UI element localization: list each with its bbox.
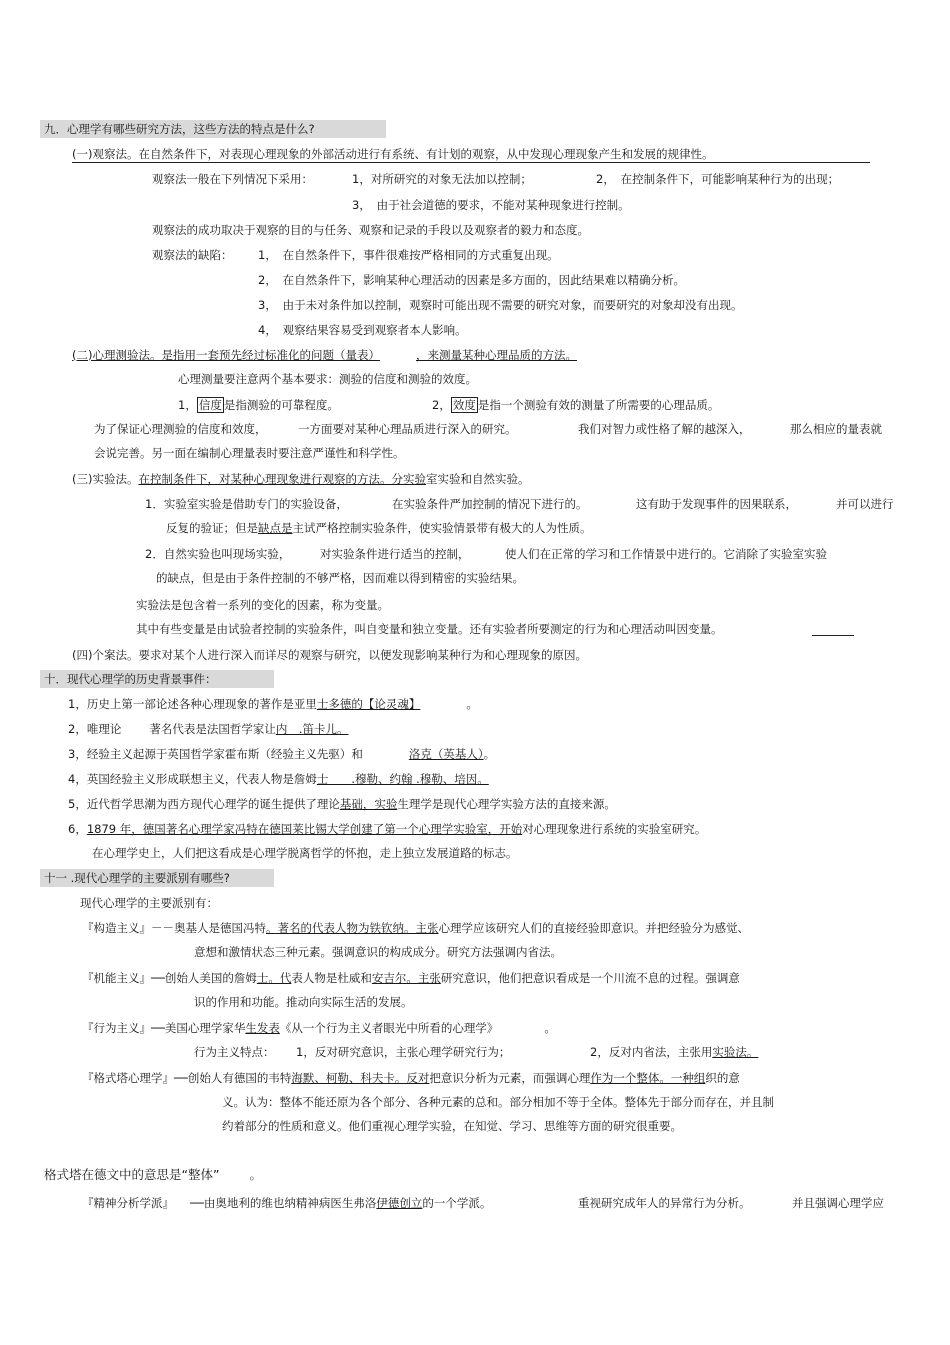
variable-def-2: 其中有些变量是由试验者控制的实验条件，叫自变量和独立变量。还有实验者所要测定的行为和心理活动叫因变量。 [136, 622, 723, 636]
reliability-text: 是指测验的可靠程度。 [223, 398, 339, 412]
observation-success: 观察法的成功取决于观察的目的与任务、观察和记录的手段以及观察者的毅力和态度。 [152, 223, 589, 237]
beh-p2-a: 2，反对内省法，主张用 [590, 1045, 713, 1059]
lab2-c: 主试严格控制实验条件，使实验情景带有极大的人为性质。 [292, 521, 592, 535]
observation-definition: (一)观察法。在自然条件下，对表现心理现象的外部活动进行有系统、有计划的观察，从中发现心理现象产生和发展的规律性。 [72, 146, 870, 163]
struct-c: 。主张 [404, 921, 439, 935]
history-item-4 [68, 771, 489, 787]
validity-num: 2， [432, 398, 451, 412]
section-11-heading: 十一 .现代心理学的主要派别有哪些? [40, 869, 274, 887]
behaviorism-feature-1: 1，反对研究意识，主张心理学研究行为； [296, 1045, 511, 1059]
functionalism-line2: 识的作用和功能。推动向实际生活的发展。 [194, 995, 413, 1009]
case-method: (四)个案法。要求对某个人进行深入而详尽的观察与研究，以便发现影响某种行为和心理现象的原因。 [72, 648, 587, 662]
h1-c: 。 [466, 697, 478, 711]
behaviorism [82, 1020, 556, 1036]
lab-exp-line2 [166, 520, 592, 536]
struct-d: 心理学应该研究人们的直接经验即意识。并把经验分为感觉、 [438, 921, 749, 935]
beh-d: 。 [544, 1021, 556, 1035]
functionalism [82, 970, 740, 986]
h6-2: 在心理学史上，人们把这看成是心理学脱离哲学的怀抱，走上独立发展道路的标志。 [92, 846, 518, 860]
beh-b: 生发表 [245, 1021, 280, 1035]
observation-flaw-lead: 观察法的缺陷： [152, 248, 233, 262]
psychoanalysis [82, 1195, 491, 1211]
experiment-def-c: 室实验和自然实验。 [425, 472, 530, 486]
lab2-a: 反复的验证；但是 [166, 521, 258, 535]
h4-b: 士 .穆勒、约翰 .穆勒、培因。 [316, 772, 489, 786]
h2-c: 内 .笛卡儿。 [275, 722, 349, 736]
psy-b: ──由奥地利的维也纳精神病医生弗洛 [190, 1196, 377, 1210]
nat-exp-line2: 的缺点，但是由于条件控制的不够严格，因而难以得到精密的实验结果。 [156, 571, 524, 585]
gestalt-line3: 约着部分的性质和意义。他们重视心理学实验，在知觉、学习、思维等方面的研究很重要。 [222, 1119, 682, 1133]
observation-flaw-2: 2， 在自然条件下，影响某种心理活动的因素是多方面的，因此结果难以精确分析。 [258, 273, 686, 287]
psy-a: 『精神分析学派』 [82, 1196, 174, 1210]
variable-def-2-rule [812, 635, 854, 636]
psy-d: 的一个学派。 [422, 1196, 492, 1210]
observation-use-1: 1，对所研究的对象无法加以控制； [352, 172, 532, 186]
gest-b: 海默、柯勒、科夫卡。反对 [291, 1071, 430, 1085]
func-a: 『机能主义』──创始人美国的詹姆 [82, 971, 257, 985]
test-ensure-c: 我们对智力或性格了解的越深入， [578, 422, 751, 436]
psychoanalysis-e: 重视研究成年人的异常行为分析。 [578, 1196, 751, 1210]
test-ensure-a: 为了保证心理测验的信度和效度， [94, 422, 267, 436]
beh-p2-b: 实验法。 [712, 1045, 759, 1059]
struct-2: 意想和激情状态三种元素。强调意识的构成成分。研究方法强调内省法。 [194, 945, 562, 959]
history-item-2 [68, 721, 348, 737]
h3-a: 3，经验主义起源于英国哲学家霍布斯（经验主义先驱）和 [68, 747, 363, 761]
psy-c: 伊德创立 [376, 1196, 423, 1210]
structuralism [82, 920, 749, 936]
gest-d: 作为一个整体。一种组 [590, 1071, 706, 1085]
lab-exp-d: 并可以进行 [836, 497, 894, 511]
structuralism-line2 [194, 944, 590, 960]
test-definition-a: (二)心理测验法。是指用一套预先经过标准化的问题（量表） [72, 348, 380, 362]
observation-flaw-3: 3， 由于未对条件加以控制，观察时可能出现不需要的研究对象，而要研究的对象却没有出现。 [258, 298, 743, 312]
func-c: 表人物是杜威和 [291, 971, 372, 985]
func-b: 士。代 [256, 971, 292, 985]
test-definition-b: ，来测量某种心理品质的方法。 [415, 348, 577, 362]
h6-c: 对心理现象进行系统的实验室研究。 [522, 822, 707, 836]
gest-word-end: 。 [249, 1167, 262, 1182]
section-10-heading: 十．现代心理学的历史背景事件： [40, 670, 274, 688]
gestalt-line2: 义。认为：整体不能还原为各个部分、各种元素的总和。部分相加不等于全体。整体先于部分而存在，并且制 [222, 1095, 774, 1109]
section-9-heading: 九．心理学有哪些研究方法，这些方法的特点是什么? [40, 120, 386, 138]
history-item-5 [68, 796, 674, 812]
h5-a: 5，近代哲学思潮为西方现代心理学的诞生提供了理论 [68, 797, 340, 811]
beh-c: 《从一个行为主义者眼光中所看的心理学》 [279, 1021, 499, 1035]
test-definition [72, 347, 591, 363]
validity-term: 效度 [452, 398, 476, 412]
schools-intro: 现代心理学的主要派别有： [80, 896, 218, 910]
validity-text: 是指一个测验有效的测量了所需要的心理品质。 [477, 398, 720, 412]
nat-exp-a: 2．自然实验也叫现场实验， [145, 547, 291, 561]
h3-c: 。 [483, 747, 496, 761]
h5-b: 基础，实验 [339, 797, 398, 811]
h4-a: 4，英国经验主义形成联想主义，代表人物是詹姆 [68, 772, 317, 786]
behaviorism-features-lead: 行为主义特点： [194, 1045, 275, 1059]
history-item-6-line2 [92, 845, 560, 861]
h1-a: 1，历史上第一部论述各种心理现象的著作是亚里 [68, 697, 317, 711]
gest-word-text: 格式塔在德文中的意思是“整体” [44, 1167, 220, 1182]
nat-exp-b: 对实验条件进行适当的控制， [320, 547, 470, 561]
gestalt [82, 1070, 740, 1086]
test-requirements: 心理测量要注意两个基本要求：测验的信度和测验的效度。 [178, 372, 477, 386]
history-item-6 [68, 821, 706, 837]
h3-b: 洛克（英基人） [408, 747, 484, 761]
lab-exp-c: 这有助于发现事件的因果联系， [636, 497, 797, 511]
gest-c: 把意识分析为元素，而强调心理 [429, 1071, 591, 1085]
reliability-num: 1， [178, 398, 197, 412]
nat-exp-c: 使人们在正常的学习和工作情景中进行的。它消除了实验室实验 [505, 547, 827, 561]
h6-b: 1879 年，德国著名心理学家冯特在德国莱比锡大学创建了第一个心理学实验室，开始 [86, 822, 523, 836]
beh-a: 『行为主义』──美国心理学家华 [82, 1021, 246, 1035]
observation-use-lead: 观察法一般在下列情况下采用： [152, 172, 313, 186]
history-item-1 [68, 696, 478, 712]
experiment-definition [72, 471, 529, 487]
struct-b: 。著名的代表人物为铁钦纳 [266, 921, 404, 935]
struct-a: 『构造主义』－－奥基人是德国冯特 [82, 921, 266, 935]
test-ensure-e: 会说完善。另一面在编制心理量表时要注意严谨性和科学性。 [94, 446, 405, 460]
behaviorism-feature-2 [590, 1044, 768, 1060]
variable-def [136, 597, 415, 613]
observation-use-3: 3， 由于社会道德的要求，不能对某种现象进行控制。 [352, 198, 630, 212]
h6-a: 6， [68, 822, 87, 836]
h1-b: 士多德的【论灵魂】 [316, 697, 421, 711]
history-item-3 [68, 746, 495, 762]
func-e: 研究意识，他们把意识看成是一个川流不息的过程。强调意 [440, 971, 740, 985]
gestalt-word [44, 1167, 262, 1183]
gest-a: 『格式塔心理学』──创始人有德国的韦特 [82, 1071, 292, 1085]
psychoanalysis-f: 并且强调心理学应 [792, 1196, 884, 1210]
test-reliability [178, 397, 339, 413]
variable-text: 实验法是包含着一系列的变化的因素，称为变量。 [136, 598, 389, 612]
experiment-def-a: (三)实验法。 [72, 472, 139, 486]
h2-a: 2，唯理论 [68, 722, 122, 736]
func-d: 安吉尔。主张 [371, 971, 441, 985]
test-ensure-b: 一方面要对某种心理品质进行深入的研究。 [298, 422, 517, 436]
h2-b: 著名代表是法国哲学家让 [149, 722, 276, 736]
observation-flaw-1: 1， 在自然条件下，事件很难按严格相同的方式重复出现。 [258, 248, 559, 262]
observation-flaw-4: 4， 观察结果容易受到观察者本人影响。 [258, 323, 467, 337]
test-validity [432, 397, 719, 413]
observation-use-2: 2， 在控制条件下，可能影响某种行为的出现； [596, 172, 840, 186]
lab-exp-b: 在实验条件严加控制的情况下进行的。 [392, 497, 588, 511]
lab2-b: 缺点是 [258, 521, 293, 535]
test-ensure-d: 那么相应的量表就 [790, 422, 882, 436]
h5-c: 生理学是现代心理学实验方法的直接来源。 [397, 797, 616, 811]
reliability-term: 信度 [198, 398, 222, 412]
experiment-def-b: 在控制条件下，对某种心理现象进行观察的方法。分实验 [138, 472, 426, 486]
gest-e: 织的意 [705, 1071, 740, 1085]
lab-exp-a: 1．实验室实验是借助专门的实验设备， [145, 497, 348, 511]
